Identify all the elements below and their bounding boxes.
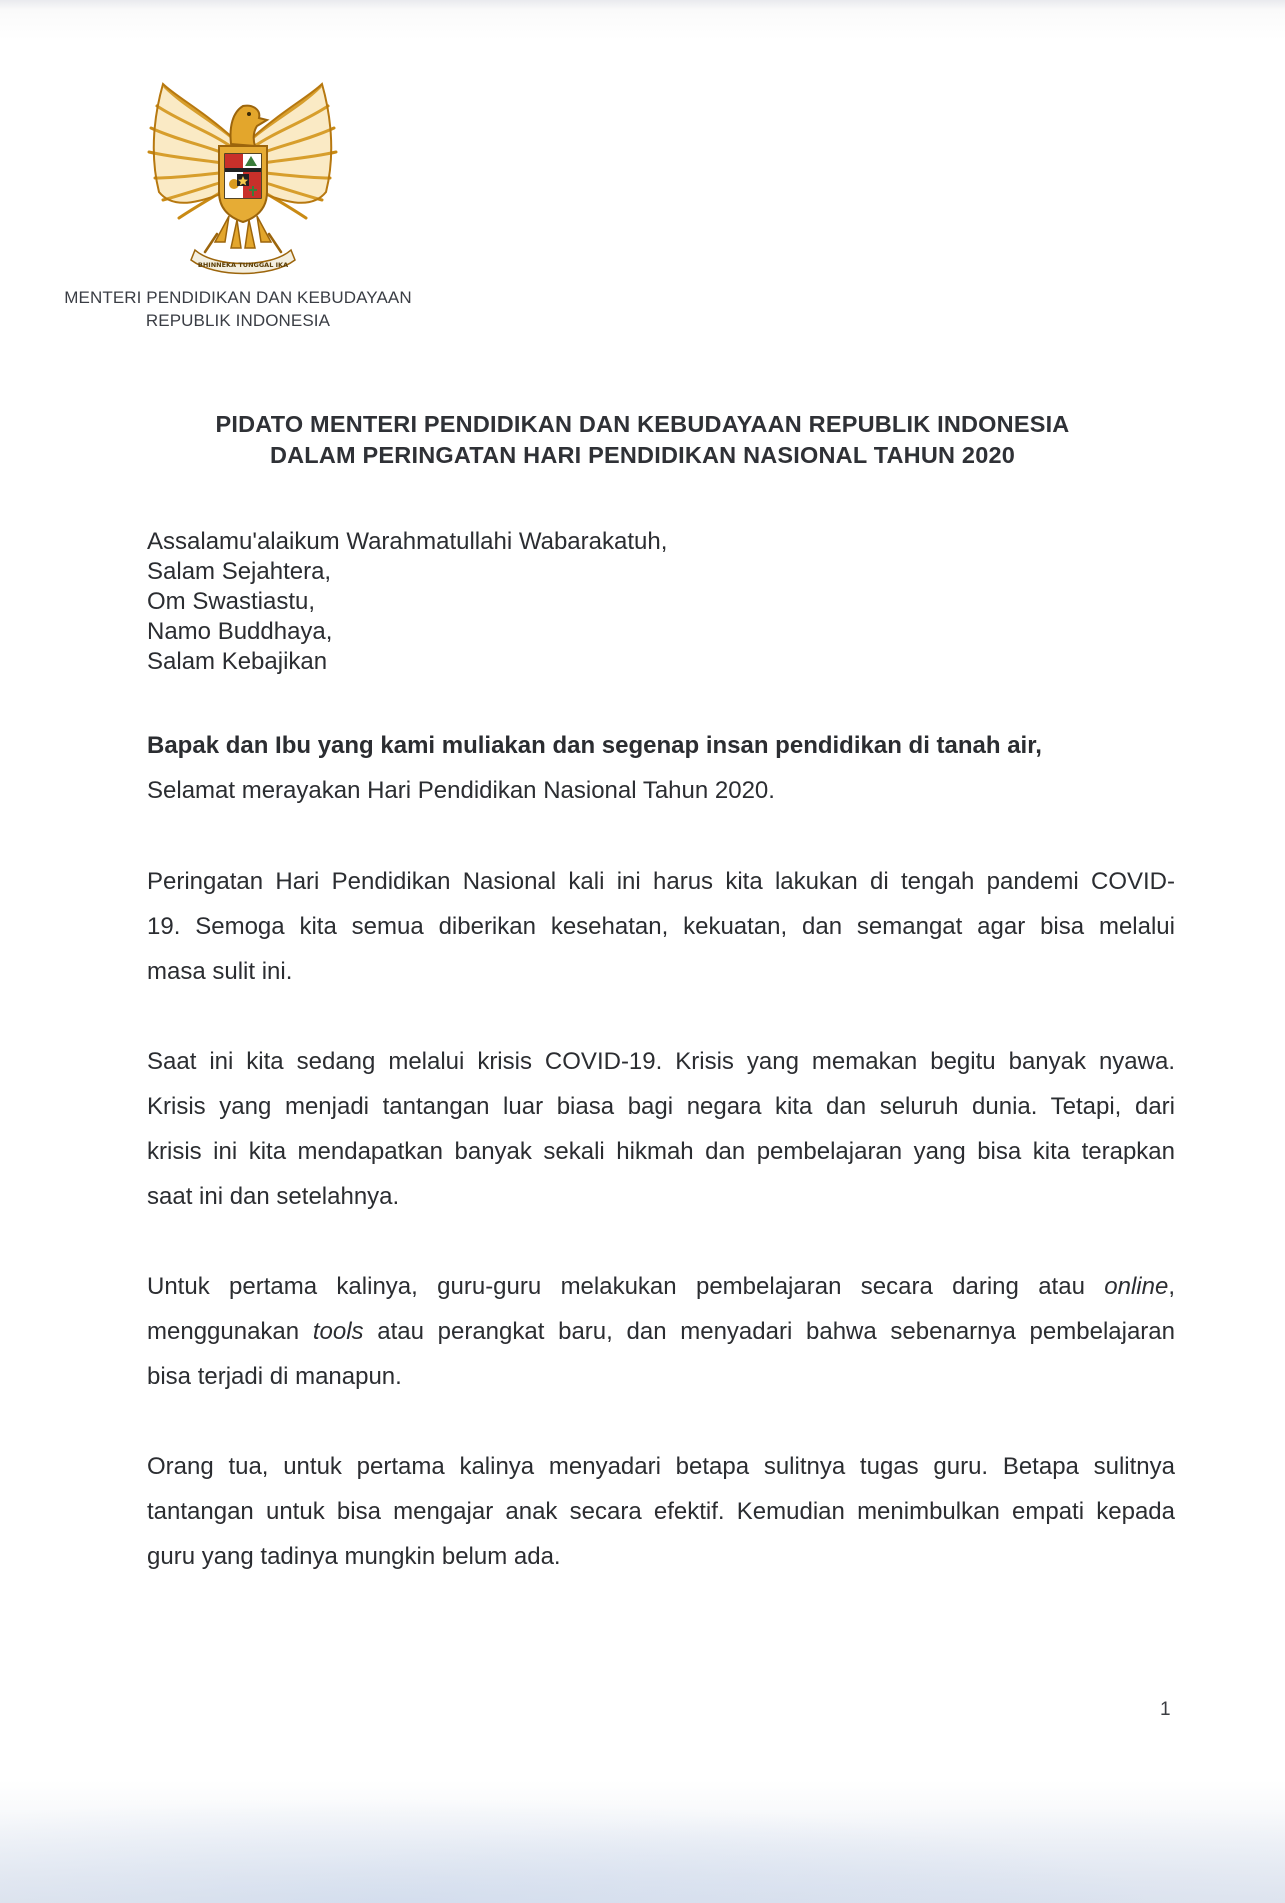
paragraph-line: Orang tua, untuk pertama kalinya menyadari betapa sulitnya tugas guru. Betapa sulitnya [147, 1453, 1175, 1480]
italic-term: tools [312, 1318, 364, 1345]
greeting-line: Salam Sejahtera, [147, 558, 332, 585]
paragraph-3 [147, 1264, 1175, 1399]
text-run: menggunakan [147, 1318, 313, 1345]
text-run: , [1168, 1273, 1175, 1300]
garuda-pancasila-emblem-icon [145, 82, 340, 278]
greeting-line: Salam Kebajikan [147, 648, 328, 675]
paragraph-2 [147, 1039, 1175, 1219]
speech-title-line1: PIDATO MENTERI PENDIDIKAN DAN KEBUDAYAAN REPUBLIK INDONESIA [215, 411, 1070, 437]
paragraph-line: Saat ini kita sedang melalui krisis COVID-19. Krisis yang memakan begitu banyak nyawa. [147, 1048, 1175, 1075]
paragraph-1 [147, 859, 1175, 994]
paragraph-line [147, 1264, 1175, 1309]
scan-shadow [0, 1780, 1285, 1903]
speech-title-line2: DALAM PERINGATAN HARI PENDIDIKAN NASIONAL TAHUN 2020 [269, 442, 1016, 468]
paragraph-line [147, 1309, 1175, 1354]
paragraph-line: Krisis yang menjadi tantangan luar biasa bagi negara kita dan seluruh dunia. Tetapi, dari [147, 1093, 1175, 1120]
congratulation-line: Selamat merayakan Hari Pendidikan Nasional Tahun 2020. [147, 777, 775, 804]
paragraph-line: masa sulit ini. [147, 958, 293, 985]
text-run: atau perangkat baru, dan menyadari bahwa sebenarnya pembelajaran [363, 1318, 1175, 1345]
italic-term: online [1104, 1273, 1169, 1300]
paragraph-line: 19. Semoga kita semua diberikan kesehatan, kekuatan, dan semangat agar bisa melalui [147, 913, 1175, 940]
greetings-block [147, 527, 667, 677]
paragraph-line: guru yang tadinya mungkin belum ada. [147, 1543, 561, 1570]
ministry-header-line2: REPUBLIK INDONESIA [145, 311, 331, 330]
paragraph-line: tantangan untuk bisa mengajar anak secara efektif. Kemudian menimbulkan empati kepada [147, 1498, 1175, 1525]
speech-title [0, 409, 1285, 471]
emblem-motto: BHINNEKA TUNGGAL IKA [197, 261, 289, 269]
greeting-line: Assalamu'alaikum Warahmatullahi Wabarakatuh, [147, 528, 668, 555]
paragraph-line: bisa terjadi di manapun. [147, 1363, 402, 1390]
ministry-header-line1: MENTERI PENDIDIKAN DAN KEBUDAYAAN [64, 288, 412, 307]
paragraph-line: Peringatan Hari Pendidikan Nasional kali ini harus kita lakukan di tengah pandemi COVID- [147, 868, 1175, 895]
paragraph-line: krisis ini kita mendapatkan banyak sekali hikmah dan pembelajaran yang bisa kita terapkan [147, 1138, 1175, 1165]
greeting-line: Om Swastiastu, [147, 588, 316, 615]
audience-address: Bapak dan Ibu yang kami muliakan dan segenap insan pendidikan di tanah air, [147, 732, 1042, 759]
text-run: Untuk pertama kalinya, guru-guru melakukan pembelajaran secara daring atau [147, 1273, 1105, 1300]
page-number: 1 [1160, 1699, 1171, 1720]
ministry-header [48, 286, 428, 332]
paragraph-line: saat ini dan setelahnya. [147, 1183, 400, 1210]
greeting-line: Namo Buddhaya, [147, 618, 333, 645]
paragraph-4 [147, 1444, 1175, 1579]
